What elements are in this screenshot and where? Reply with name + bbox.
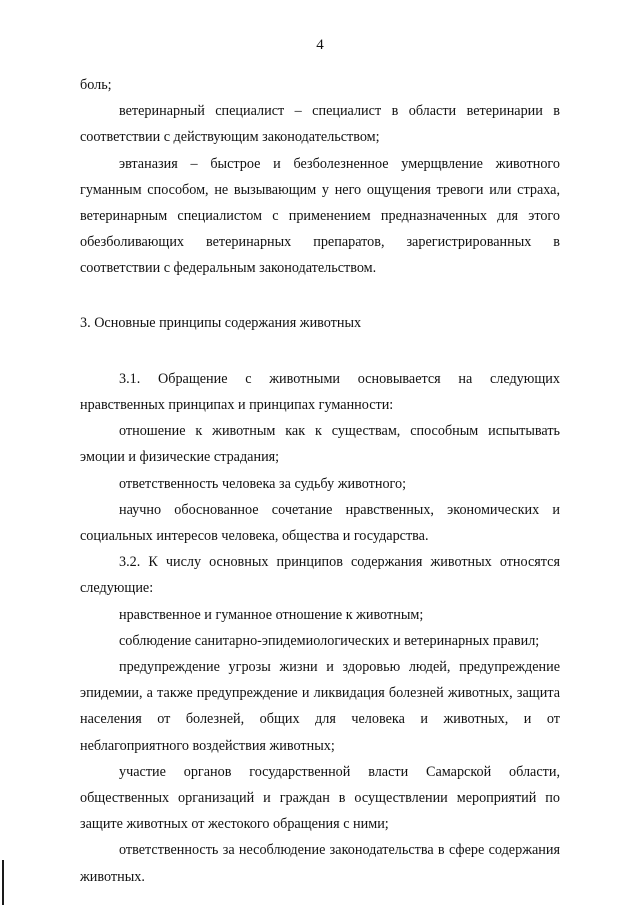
paragraph-euthanasia: эвтаназия – быстрое и безболезненное умерщвление животного гуманным способом, не вызывающим у него ощущения тревоги или страха, ветеринарным специалистом с применением предназначенных для этого обезболивающих ветеринарных препаратов, зарегистрированных в соответствии с федеральным законодательством. — [80, 155, 560, 277]
paragraph-3-1: 3.1. Обращение с животными основывается на следующих нравственных принципах и принципах гуманности: — [80, 370, 560, 414]
paragraph-sanitary-rules: соблюдение санитарно-эпидемиологических и ветеринарных правил; — [119, 632, 540, 649]
page-number: 4 — [316, 37, 324, 53]
document-body — [80, 72, 560, 890]
paragraph-responsibility: ответственность человека за судьбу животного; — [119, 475, 407, 492]
paragraph-3-2: 3.2. К числу основных принципов содержания животных относятся следующие: — [80, 554, 560, 597]
paragraph-vet-specialist: ветеринарный специалист – специалист в области ветеринарии в соответствии с действующим законодательством; — [80, 103, 560, 146]
scan-edge-line — [2, 860, 4, 905]
paragraph-liability: ответственность за несоблюдение законодательства в сфере содержания животных. — [80, 842, 560, 885]
paragraph-attitude: отношение к животным как к существам, способным испытывать эмоции и физические страдания; — [80, 423, 560, 466]
paragraph-prevention: предупреждение угрозы жизни и здоровью людей, предупреждение эпидемии, а также предупреждение и ликвидация болезней животных, защита населения от болезней, общих для человека и животных, и от неблагоприятного воздействия животных; — [80, 659, 560, 754]
paragraph-pain: боль; — [80, 77, 112, 93]
paragraph-combination: научно обоснованное сочетание нравственных, экономических и социальных интересов человека, общества и государства. — [80, 501, 560, 545]
paragraph-humane-attitude: нравственное и гуманное отношение к животным; — [119, 606, 424, 623]
paragraph-participation: участие органов государственной власти Самарской области, общественных организаций и граждан в осуществлении мероприятий по защите животных от жестокого обращения с ними; — [80, 763, 560, 833]
section-heading: 3. Основные принципы содержания животных — [80, 314, 362, 331]
